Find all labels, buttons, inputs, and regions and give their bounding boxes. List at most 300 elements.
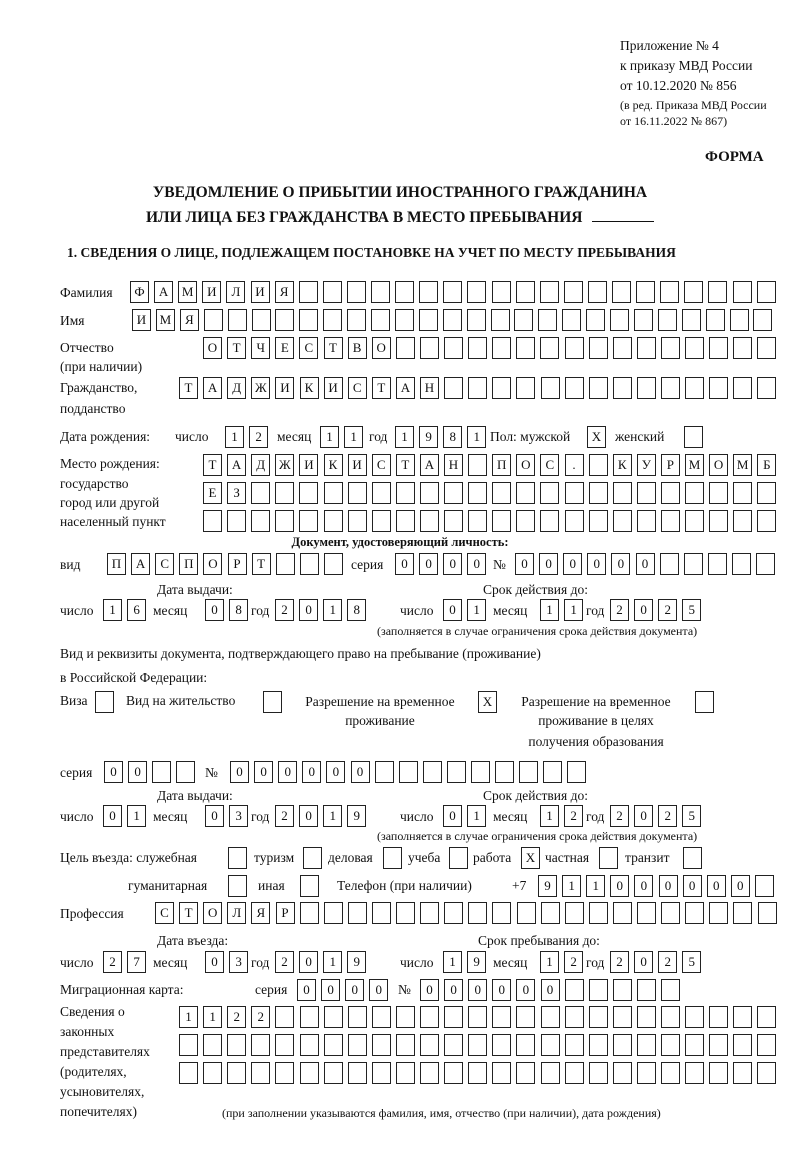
reps-row-2[interactable] bbox=[179, 1034, 776, 1056]
char-cell[interactable] bbox=[227, 1034, 246, 1056]
char-cell[interactable]: 9 bbox=[538, 875, 557, 897]
char-cell[interactable] bbox=[562, 309, 581, 331]
char-cell[interactable] bbox=[396, 482, 415, 504]
char-cell[interactable]: 2 bbox=[610, 951, 629, 973]
char-cell[interactable] bbox=[492, 1034, 511, 1056]
char-cell[interactable] bbox=[516, 510, 535, 532]
char-cell[interactable] bbox=[685, 510, 704, 532]
char-cell[interactable] bbox=[661, 1006, 680, 1028]
char-cell[interactable]: 0 bbox=[302, 761, 321, 783]
char-cell[interactable] bbox=[758, 902, 777, 924]
id-issue-month-boxes[interactable] bbox=[205, 599, 248, 621]
purpose-humanitarian-checkbox[interactable] bbox=[228, 875, 247, 897]
char-cell[interactable]: 9 bbox=[419, 426, 438, 448]
id-valid-day-boxes[interactable] bbox=[443, 599, 486, 621]
char-cell[interactable] bbox=[565, 979, 584, 1001]
char-cell[interactable] bbox=[541, 902, 560, 924]
char-cell[interactable] bbox=[660, 281, 679, 303]
char-cell[interactable]: 0 bbox=[369, 979, 388, 1001]
char-cell[interactable]: 1 bbox=[467, 426, 486, 448]
char-cell[interactable] bbox=[588, 281, 607, 303]
char-cell[interactable] bbox=[564, 281, 583, 303]
name-boxes[interactable] bbox=[132, 309, 772, 331]
char-cell[interactable] bbox=[589, 1062, 608, 1084]
char-cell[interactable]: 1 bbox=[540, 951, 559, 973]
char-cell[interactable] bbox=[685, 902, 704, 924]
char-cell[interactable] bbox=[300, 1006, 319, 1028]
char-cell[interactable]: 0 bbox=[443, 805, 462, 827]
char-cell[interactable]: 5 bbox=[682, 951, 701, 973]
char-cell[interactable]: К bbox=[613, 454, 632, 476]
char-cell[interactable] bbox=[444, 337, 463, 359]
char-cell[interactable] bbox=[708, 281, 727, 303]
char-cell[interactable] bbox=[661, 979, 680, 1001]
char-cell[interactable]: О bbox=[203, 902, 222, 924]
char-cell[interactable]: Т bbox=[372, 377, 391, 399]
char-cell[interactable]: 1 bbox=[203, 1006, 222, 1028]
char-cell[interactable]: 0 bbox=[731, 875, 750, 897]
char-cell[interactable]: 0 bbox=[683, 875, 702, 897]
char-cell[interactable]: 2 bbox=[275, 951, 294, 973]
id-number-boxes[interactable] bbox=[515, 553, 775, 575]
char-cell[interactable] bbox=[395, 281, 414, 303]
res-number-boxes[interactable] bbox=[230, 761, 586, 783]
char-cell[interactable]: В bbox=[348, 337, 367, 359]
char-cell[interactable] bbox=[300, 902, 319, 924]
char-cell[interactable]: М bbox=[178, 281, 197, 303]
char-cell[interactable]: 1 bbox=[323, 951, 342, 973]
char-cell[interactable] bbox=[348, 902, 367, 924]
char-cell[interactable]: А bbox=[203, 377, 222, 399]
char-cell[interactable] bbox=[660, 553, 679, 575]
char-cell[interactable] bbox=[372, 1006, 391, 1028]
char-cell[interactable] bbox=[756, 553, 775, 575]
char-cell[interactable]: О bbox=[709, 454, 728, 476]
char-cell[interactable]: С bbox=[155, 902, 174, 924]
char-cell[interactable]: . bbox=[565, 454, 584, 476]
char-cell[interactable] bbox=[637, 1006, 656, 1028]
char-cell[interactable]: Д bbox=[227, 377, 246, 399]
char-cell[interactable] bbox=[613, 1062, 632, 1084]
char-cell[interactable] bbox=[372, 510, 391, 532]
char-cell[interactable] bbox=[396, 1006, 415, 1028]
char-cell[interactable] bbox=[733, 281, 752, 303]
char-cell[interactable]: А bbox=[154, 281, 173, 303]
char-cell[interactable] bbox=[347, 281, 366, 303]
char-cell[interactable] bbox=[540, 337, 559, 359]
char-cell[interactable] bbox=[613, 482, 632, 504]
char-cell[interactable] bbox=[599, 847, 618, 869]
char-cell[interactable] bbox=[323, 281, 342, 303]
char-cell[interactable] bbox=[495, 761, 514, 783]
mc-number-boxes[interactable] bbox=[420, 979, 680, 1001]
char-cell[interactable] bbox=[538, 309, 557, 331]
char-cell[interactable] bbox=[567, 761, 586, 783]
char-cell[interactable] bbox=[589, 902, 608, 924]
char-cell[interactable] bbox=[299, 281, 318, 303]
char-cell[interactable] bbox=[324, 553, 343, 575]
purpose-official-checkbox[interactable] bbox=[228, 847, 247, 869]
edu-permit-checkbox[interactable] bbox=[695, 691, 714, 713]
id-valid-year-boxes[interactable] bbox=[610, 599, 701, 621]
char-cell[interactable]: 1 bbox=[320, 426, 339, 448]
char-cell[interactable]: Т bbox=[179, 902, 198, 924]
birth-month-boxes[interactable] bbox=[320, 426, 363, 448]
char-cell[interactable] bbox=[637, 979, 656, 1001]
entry-month-boxes[interactable] bbox=[205, 951, 248, 973]
char-cell[interactable]: Ч bbox=[251, 337, 270, 359]
surname-boxes[interactable] bbox=[130, 281, 776, 303]
char-cell[interactable] bbox=[492, 1062, 511, 1084]
char-cell[interactable]: 1 bbox=[443, 951, 462, 973]
char-cell[interactable] bbox=[516, 1034, 535, 1056]
birth-place-row-1[interactable] bbox=[203, 454, 776, 476]
char-cell[interactable] bbox=[684, 426, 703, 448]
char-cell[interactable]: 1 bbox=[323, 599, 342, 621]
purpose-private-checkbox[interactable] bbox=[599, 847, 618, 869]
char-cell[interactable] bbox=[732, 553, 751, 575]
char-cell[interactable]: Я bbox=[251, 902, 270, 924]
char-cell[interactable]: Л bbox=[227, 902, 246, 924]
char-cell[interactable]: М bbox=[156, 309, 175, 331]
char-cell[interactable]: 2 bbox=[103, 951, 122, 973]
char-cell[interactable]: 2 bbox=[658, 599, 677, 621]
char-cell[interactable]: Р bbox=[228, 553, 247, 575]
char-cell[interactable] bbox=[396, 902, 415, 924]
char-cell[interactable] bbox=[251, 1034, 270, 1056]
char-cell[interactable]: Н bbox=[444, 454, 463, 476]
char-cell[interactable] bbox=[516, 1062, 535, 1084]
char-cell[interactable] bbox=[371, 309, 390, 331]
char-cell[interactable] bbox=[637, 902, 656, 924]
char-cell[interactable] bbox=[637, 1034, 656, 1056]
char-cell[interactable]: 7 bbox=[127, 951, 146, 973]
res-valid-day-boxes[interactable] bbox=[443, 805, 486, 827]
char-cell[interactable]: 0 bbox=[634, 599, 653, 621]
res-valid-year-boxes[interactable] bbox=[610, 805, 701, 827]
char-cell[interactable] bbox=[324, 1006, 343, 1028]
char-cell[interactable]: 0 bbox=[634, 805, 653, 827]
sex-male-checkbox[interactable] bbox=[587, 426, 606, 448]
char-cell[interactable] bbox=[468, 1062, 487, 1084]
char-cell[interactable] bbox=[661, 1062, 680, 1084]
char-cell[interactable] bbox=[252, 309, 271, 331]
char-cell[interactable]: 0 bbox=[299, 805, 318, 827]
char-cell[interactable] bbox=[543, 761, 562, 783]
char-cell[interactable] bbox=[757, 281, 776, 303]
char-cell[interactable] bbox=[492, 510, 511, 532]
char-cell[interactable] bbox=[204, 309, 223, 331]
char-cell[interactable]: 1 bbox=[540, 805, 559, 827]
mc-series-boxes[interactable] bbox=[297, 979, 388, 1001]
visa-checkbox[interactable] bbox=[95, 691, 114, 713]
char-cell[interactable] bbox=[757, 1006, 776, 1028]
char-cell[interactable] bbox=[420, 510, 439, 532]
char-cell[interactable] bbox=[468, 377, 487, 399]
char-cell[interactable] bbox=[227, 510, 246, 532]
char-cell[interactable] bbox=[733, 1006, 752, 1028]
char-cell[interactable]: И bbox=[202, 281, 221, 303]
char-cell[interactable] bbox=[709, 902, 728, 924]
char-cell[interactable] bbox=[613, 1034, 632, 1056]
char-cell[interactable] bbox=[396, 337, 415, 359]
purpose-study-checkbox[interactable] bbox=[449, 847, 468, 869]
char-cell[interactable] bbox=[757, 510, 776, 532]
char-cell[interactable]: 0 bbox=[443, 599, 462, 621]
char-cell[interactable] bbox=[251, 482, 270, 504]
char-cell[interactable] bbox=[661, 482, 680, 504]
char-cell[interactable] bbox=[709, 1006, 728, 1028]
char-cell[interactable]: К bbox=[324, 454, 343, 476]
char-cell[interactable] bbox=[519, 761, 538, 783]
char-cell[interactable] bbox=[757, 1034, 776, 1056]
char-cell[interactable] bbox=[733, 377, 752, 399]
char-cell[interactable] bbox=[733, 1034, 752, 1056]
id-valid-month-boxes[interactable] bbox=[540, 599, 583, 621]
char-cell[interactable]: 1 bbox=[179, 1006, 198, 1028]
char-cell[interactable]: Е bbox=[203, 482, 222, 504]
char-cell[interactable] bbox=[419, 281, 438, 303]
char-cell[interactable] bbox=[324, 1034, 343, 1056]
char-cell[interactable]: 0 bbox=[205, 599, 224, 621]
char-cell[interactable]: К bbox=[300, 377, 319, 399]
char-cell[interactable]: 1 bbox=[323, 805, 342, 827]
char-cell[interactable] bbox=[658, 309, 677, 331]
char-cell[interactable] bbox=[396, 1062, 415, 1084]
char-cell[interactable]: 0 bbox=[326, 761, 345, 783]
profession-boxes[interactable] bbox=[155, 902, 777, 924]
char-cell[interactable] bbox=[383, 847, 402, 869]
char-cell[interactable]: Ж bbox=[275, 454, 294, 476]
char-cell[interactable]: И bbox=[251, 281, 270, 303]
char-cell[interactable] bbox=[444, 482, 463, 504]
char-cell[interactable]: Т bbox=[203, 454, 222, 476]
char-cell[interactable]: 0 bbox=[611, 553, 630, 575]
char-cell[interactable] bbox=[324, 902, 343, 924]
char-cell[interactable] bbox=[299, 482, 318, 504]
char-cell[interactable]: И bbox=[275, 377, 294, 399]
char-cell[interactable] bbox=[589, 337, 608, 359]
char-cell[interactable] bbox=[444, 1034, 463, 1056]
char-cell[interactable]: 9 bbox=[347, 805, 366, 827]
char-cell[interactable] bbox=[516, 337, 535, 359]
id-issue-year-boxes[interactable] bbox=[275, 599, 366, 621]
char-cell[interactable] bbox=[263, 691, 282, 713]
char-cell[interactable]: 1 bbox=[103, 599, 122, 621]
purpose-work-checkbox[interactable] bbox=[521, 847, 540, 869]
char-cell[interactable] bbox=[420, 482, 439, 504]
char-cell[interactable] bbox=[348, 1062, 367, 1084]
char-cell[interactable]: 0 bbox=[467, 553, 486, 575]
char-cell[interactable] bbox=[348, 1034, 367, 1056]
char-cell[interactable]: 0 bbox=[420, 979, 439, 1001]
char-cell[interactable]: Р bbox=[276, 902, 295, 924]
char-cell[interactable] bbox=[706, 309, 725, 331]
char-cell[interactable]: 2 bbox=[227, 1006, 246, 1028]
char-cell[interactable] bbox=[275, 1034, 294, 1056]
char-cell[interactable] bbox=[589, 482, 608, 504]
char-cell[interactable] bbox=[347, 309, 366, 331]
char-cell[interactable] bbox=[444, 1062, 463, 1084]
char-cell[interactable] bbox=[492, 1006, 511, 1028]
char-cell[interactable] bbox=[420, 1034, 439, 1056]
char-cell[interactable]: 0 bbox=[297, 979, 316, 1001]
char-cell[interactable] bbox=[541, 1006, 560, 1028]
char-cell[interactable] bbox=[372, 1062, 391, 1084]
id-issue-day-boxes[interactable] bbox=[103, 599, 146, 621]
char-cell[interactable]: О bbox=[516, 454, 535, 476]
char-cell[interactable] bbox=[420, 1006, 439, 1028]
char-cell[interactable]: Р bbox=[661, 454, 680, 476]
char-cell[interactable]: 1 bbox=[564, 599, 583, 621]
char-cell[interactable] bbox=[613, 337, 632, 359]
char-cell[interactable]: С bbox=[299, 337, 318, 359]
char-cell[interactable] bbox=[637, 337, 656, 359]
char-cell[interactable] bbox=[468, 1034, 487, 1056]
char-cell[interactable]: 2 bbox=[564, 951, 583, 973]
residence-permit-checkbox[interactable] bbox=[263, 691, 282, 713]
char-cell[interactable] bbox=[514, 309, 533, 331]
char-cell[interactable]: 0 bbox=[395, 553, 414, 575]
char-cell[interactable] bbox=[636, 281, 655, 303]
char-cell[interactable] bbox=[375, 761, 394, 783]
char-cell[interactable] bbox=[468, 510, 487, 532]
char-cell[interactable]: 1 bbox=[344, 426, 363, 448]
char-cell[interactable]: X bbox=[478, 691, 497, 713]
char-cell[interactable] bbox=[709, 337, 728, 359]
char-cell[interactable] bbox=[733, 337, 752, 359]
char-cell[interactable] bbox=[757, 1062, 776, 1084]
char-cell[interactable]: 1 bbox=[127, 805, 146, 827]
char-cell[interactable]: Т bbox=[252, 553, 271, 575]
char-cell[interactable] bbox=[637, 1062, 656, 1084]
char-cell[interactable] bbox=[733, 1062, 752, 1084]
char-cell[interactable] bbox=[695, 691, 714, 713]
res-valid-month-boxes[interactable] bbox=[540, 805, 583, 827]
char-cell[interactable] bbox=[423, 761, 442, 783]
purpose-other-checkbox[interactable] bbox=[300, 875, 319, 897]
char-cell[interactable] bbox=[324, 510, 343, 532]
char-cell[interactable] bbox=[589, 979, 608, 1001]
char-cell[interactable]: 0 bbox=[419, 553, 438, 575]
char-cell[interactable]: 0 bbox=[539, 553, 558, 575]
birth-place-row-3[interactable] bbox=[203, 510, 776, 532]
char-cell[interactable] bbox=[516, 482, 535, 504]
char-cell[interactable] bbox=[753, 309, 772, 331]
char-cell[interactable] bbox=[589, 510, 608, 532]
temp-permit-checkbox[interactable] bbox=[478, 691, 497, 713]
birth-place-row-2[interactable] bbox=[203, 482, 776, 504]
char-cell[interactable]: 0 bbox=[610, 875, 629, 897]
char-cell[interactable]: С bbox=[540, 454, 559, 476]
char-cell[interactable] bbox=[275, 510, 294, 532]
birth-day-boxes[interactable] bbox=[225, 426, 268, 448]
char-cell[interactable]: С bbox=[348, 377, 367, 399]
char-cell[interactable] bbox=[565, 1062, 584, 1084]
char-cell[interactable] bbox=[730, 309, 749, 331]
char-cell[interactable]: А bbox=[396, 377, 415, 399]
char-cell[interactable]: 0 bbox=[634, 951, 653, 973]
char-cell[interactable]: Т bbox=[179, 377, 198, 399]
char-cell[interactable] bbox=[589, 1034, 608, 1056]
char-cell[interactable] bbox=[300, 1062, 319, 1084]
char-cell[interactable]: 0 bbox=[230, 761, 249, 783]
char-cell[interactable] bbox=[444, 377, 463, 399]
char-cell[interactable]: Б bbox=[757, 454, 776, 476]
char-cell[interactable]: 0 bbox=[492, 979, 511, 1001]
char-cell[interactable] bbox=[228, 847, 247, 869]
char-cell[interactable]: Т bbox=[324, 337, 343, 359]
char-cell[interactable] bbox=[468, 337, 487, 359]
char-cell[interactable]: 0 bbox=[443, 553, 462, 575]
char-cell[interactable] bbox=[299, 510, 318, 532]
char-cell[interactable]: 2 bbox=[658, 951, 677, 973]
char-cell[interactable]: Н bbox=[420, 377, 439, 399]
char-cell[interactable] bbox=[323, 309, 342, 331]
char-cell[interactable]: 2 bbox=[658, 805, 677, 827]
res-issue-year-boxes[interactable] bbox=[275, 805, 366, 827]
char-cell[interactable] bbox=[613, 377, 632, 399]
char-cell[interactable]: 0 bbox=[563, 553, 582, 575]
char-cell[interactable] bbox=[396, 510, 415, 532]
char-cell[interactable] bbox=[492, 337, 511, 359]
char-cell[interactable] bbox=[613, 979, 632, 1001]
char-cell[interactable]: 3 bbox=[229, 951, 248, 973]
char-cell[interactable] bbox=[468, 454, 487, 476]
char-cell[interactable] bbox=[541, 377, 560, 399]
char-cell[interactable] bbox=[709, 377, 728, 399]
char-cell[interactable] bbox=[471, 761, 490, 783]
char-cell[interactable] bbox=[372, 482, 391, 504]
res-issue-day-boxes[interactable] bbox=[103, 805, 146, 827]
char-cell[interactable]: И bbox=[132, 309, 151, 331]
char-cell[interactable] bbox=[300, 553, 319, 575]
char-cell[interactable] bbox=[709, 482, 728, 504]
char-cell[interactable]: Т bbox=[396, 454, 415, 476]
char-cell[interactable] bbox=[348, 510, 367, 532]
birth-year-boxes[interactable] bbox=[395, 426, 486, 448]
char-cell[interactable] bbox=[251, 1062, 270, 1084]
stay-month-boxes[interactable] bbox=[540, 951, 583, 973]
char-cell[interactable] bbox=[541, 1062, 560, 1084]
char-cell[interactable] bbox=[396, 1034, 415, 1056]
char-cell[interactable] bbox=[275, 309, 294, 331]
char-cell[interactable] bbox=[179, 1062, 198, 1084]
char-cell[interactable]: 0 bbox=[299, 951, 318, 973]
purpose-business-checkbox[interactable] bbox=[383, 847, 402, 869]
char-cell[interactable] bbox=[612, 281, 631, 303]
char-cell[interactable] bbox=[685, 377, 704, 399]
char-cell[interactable] bbox=[613, 902, 632, 924]
char-cell[interactable] bbox=[684, 553, 703, 575]
char-cell[interactable] bbox=[443, 281, 462, 303]
char-cell[interactable] bbox=[251, 510, 270, 532]
purpose-tourism-checkbox[interactable] bbox=[303, 847, 322, 869]
char-cell[interactable] bbox=[444, 1006, 463, 1028]
char-cell[interactable] bbox=[276, 553, 295, 575]
char-cell[interactable]: 0 bbox=[278, 761, 297, 783]
char-cell[interactable] bbox=[685, 1034, 704, 1056]
char-cell[interactable] bbox=[399, 761, 418, 783]
char-cell[interactable] bbox=[565, 337, 584, 359]
char-cell[interactable]: 2 bbox=[249, 426, 268, 448]
char-cell[interactable] bbox=[395, 309, 414, 331]
char-cell[interactable]: 8 bbox=[443, 426, 462, 448]
char-cell[interactable]: 0 bbox=[444, 979, 463, 1001]
char-cell[interactable] bbox=[449, 847, 468, 869]
char-cell[interactable]: 0 bbox=[707, 875, 726, 897]
char-cell[interactable] bbox=[203, 510, 222, 532]
